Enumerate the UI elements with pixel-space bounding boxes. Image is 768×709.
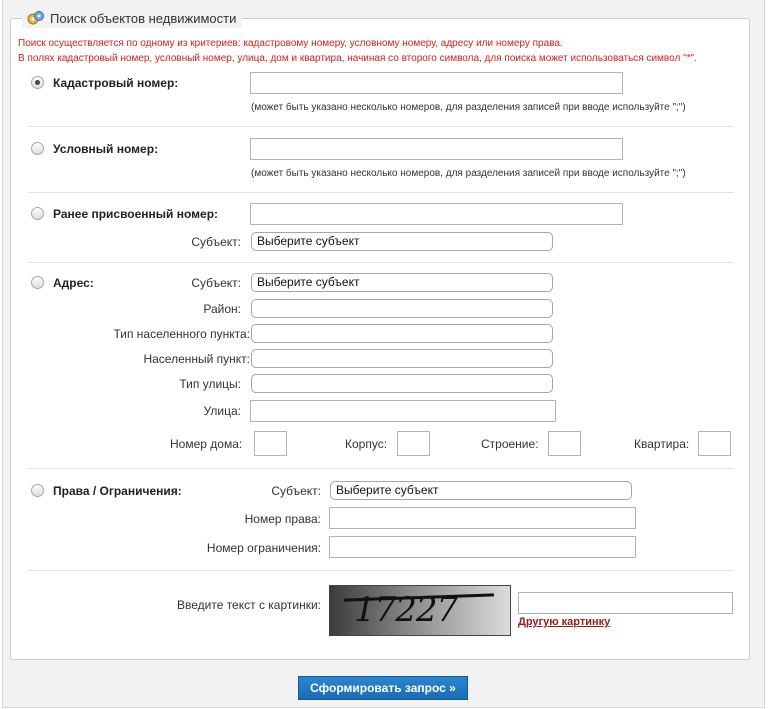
street-input[interactable] [250, 400, 556, 422]
submit-request-button[interactable]: Сформировать запрос » [298, 676, 468, 700]
rights-subject-label: Субъект: [271, 484, 321, 498]
restriction-number-input[interactable] [329, 536, 636, 558]
divider [28, 570, 734, 571]
radio-rights[interactable] [31, 484, 44, 497]
address-subject-select[interactable]: Выберите субъект [251, 273, 553, 292]
radio-conditional[interactable] [31, 142, 44, 155]
house-number-label: Номер дома: [170, 437, 243, 451]
captcha-image-text: 17227 [354, 590, 458, 630]
building-input[interactable] [397, 431, 430, 456]
radio-cadastral[interactable] [31, 76, 44, 89]
radio-previous-number[interactable] [31, 207, 44, 220]
locality-type-select[interactable] [251, 324, 553, 343]
street-type-select[interactable] [251, 374, 553, 393]
previous-subject-label: Субъект: [191, 235, 241, 249]
divider [28, 468, 734, 469]
conditional-input[interactable] [250, 138, 623, 160]
keys-icon [26, 10, 46, 26]
structure-input[interactable] [548, 431, 581, 456]
locality-type-label: Тип населенного пункта: [113, 327, 250, 341]
conditional-label: Условный номер: [53, 142, 159, 156]
previous-subject-select[interactable]: Выберите субъект [251, 232, 553, 251]
address-subject-label: Субъект: [191, 276, 241, 290]
fieldset-legend [22, 8, 242, 28]
notice-line-1: Поиск осуществляется по одному из критериев: кадастровому номеру, условному номеру, адресу или номеру права. [18, 38, 563, 49]
captcha-input[interactable] [518, 592, 733, 614]
cadastral-label: Кадастровый номер: [53, 76, 179, 90]
restriction-number-label: Номер ограничения: [206, 541, 321, 555]
locality-select[interactable] [251, 349, 553, 368]
house-number-input[interactable] [254, 431, 287, 456]
notice-line-2: В полях кадастровый номер, условный номер, улица, дом и квартира, начиная со второго символа, для поиска может использоваться символ "*". [18, 53, 697, 64]
rights-subject-select[interactable]: Выберите субъект [330, 481, 632, 500]
divider [28, 262, 734, 263]
address-label: Адрес: [53, 276, 94, 290]
right-number-input[interactable] [329, 507, 636, 529]
apartment-label: Квартира: [634, 437, 690, 451]
captcha-label: Введите текст с картинки: [176, 598, 321, 612]
previous-number-label: Ранее присвоенный номер: [53, 207, 219, 221]
district-label: Район: [203, 302, 241, 316]
cadastral-hint: (может быть указано несколько номеров, для разделения записей при вводе используйте ";") [251, 102, 686, 113]
fieldset-title: Поиск объектов недвижимости [50, 10, 237, 26]
captcha-image [329, 585, 511, 636]
refresh-captcha-link[interactable]: Другую картинку [518, 616, 611, 628]
cadastral-input[interactable] [250, 72, 623, 94]
structure-label: Строение: [481, 437, 539, 451]
divider [28, 192, 734, 193]
radio-address[interactable] [31, 276, 44, 289]
previous-number-input[interactable] [250, 203, 623, 225]
street-label: Улица: [203, 404, 241, 418]
district-select[interactable] [251, 299, 553, 318]
building-label: Корпус: [345, 437, 388, 451]
conditional-hint: (может быть указано несколько номеров, для разделения записей при вводе используйте ";") [251, 168, 686, 179]
rights-label: Права / Ограничения: [53, 484, 182, 498]
divider [28, 126, 734, 127]
locality-label: Населенный пункт: [143, 352, 250, 366]
street-type-label: Тип улицы: [179, 377, 241, 391]
apartment-input[interactable] [698, 431, 731, 456]
right-number-label: Номер права: [244, 512, 321, 526]
